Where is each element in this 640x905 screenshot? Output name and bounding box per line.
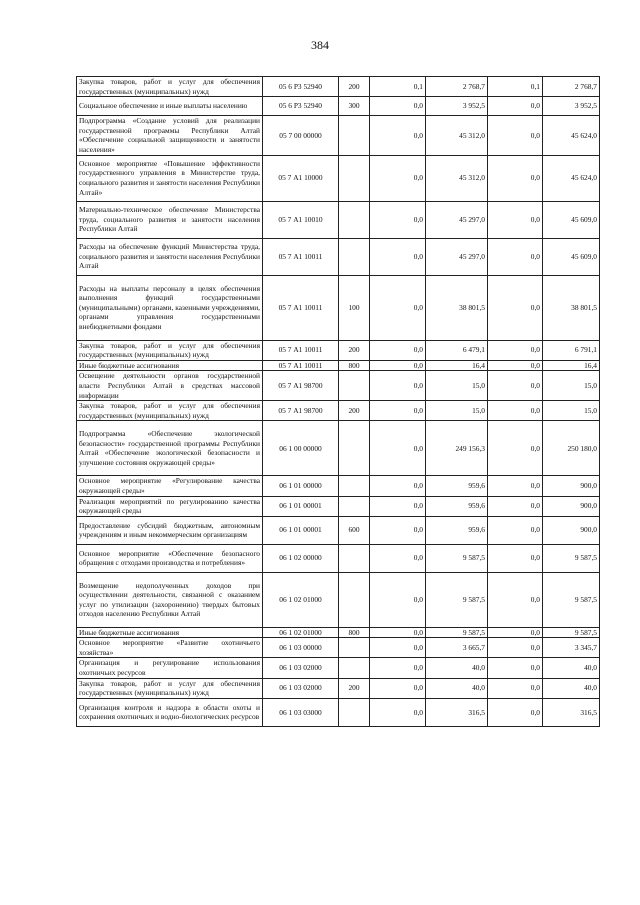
cell-name: Закупка товаров, работ и услуг для обеспечения государственных (муниципальных) нужд xyxy=(77,401,263,421)
cell-b: 3 952,5 xyxy=(426,97,488,116)
cell-a: 0,0 xyxy=(370,638,426,658)
table-row xyxy=(77,97,600,116)
cell-b: 38 801,5 xyxy=(426,275,488,340)
cell-name: Подпрограмма «Создание условий для реализации государственной программы Республики Алтай «Обеспечение социальной защищенности и занятости населения» xyxy=(77,116,263,155)
cell-b: 40,0 xyxy=(426,678,488,698)
cell-a: 0,0 xyxy=(370,97,426,116)
cell-b: 959,6 xyxy=(426,476,488,496)
cell-name: Реализация мероприятий по регулированию качества окружающей среды xyxy=(77,496,263,516)
cell-name: Организация и регулирование использования охотничьих ресурсов xyxy=(77,658,263,678)
table-row xyxy=(77,340,600,360)
cell-name: Подпрограмма «Обеспечение экологической безопасности» государственной программы Республики Алтай «Обеспечение экологической безопасности и улучшение состояния окружающей среды» xyxy=(77,421,263,476)
cell-name: Иные бюджетные ассигнования xyxy=(77,360,263,371)
cell-vr: 200 xyxy=(339,678,370,698)
table-row xyxy=(77,516,600,544)
cell-name: Закупка товаров, работ и услуг для обеспечения государственных (муниципальных) нужд xyxy=(77,340,263,360)
cell-a: 0,0 xyxy=(370,516,426,544)
table-row xyxy=(77,371,600,401)
cell-vr xyxy=(339,496,370,516)
cell-name: Иные бюджетные ассигнования xyxy=(77,627,263,638)
cell-a: 0,0 xyxy=(370,238,426,275)
cell-d: 900,0 xyxy=(543,516,600,544)
cell-vr xyxy=(339,421,370,476)
cell-b: 9 587,5 xyxy=(426,544,488,572)
table-row xyxy=(77,678,600,698)
cell-vr xyxy=(339,544,370,572)
cell-c: 0,0 xyxy=(488,97,543,116)
cell-a: 0,0 xyxy=(370,155,426,201)
cell-vr xyxy=(339,698,370,726)
cell-a: 0,1 xyxy=(370,77,426,97)
cell-c: 0,0 xyxy=(488,572,543,627)
table-row xyxy=(77,638,600,658)
cell-name: Расходы на выплаты персоналу в целях обеспечения выполнения функций государственными (муниципальными) органами, казенными учреждениями, органами управления государственными внебюджетными фондами xyxy=(77,275,263,340)
cell-c: 0,0 xyxy=(488,678,543,698)
cell-c: 0,0 xyxy=(488,340,543,360)
cell-name: Закупка товаров, работ и услуг для обеспечения государственных (муниципальных) нужд xyxy=(77,678,263,698)
table-row xyxy=(77,627,600,638)
cell-c: 0,0 xyxy=(488,638,543,658)
cell-d: 9 587,5 xyxy=(543,572,600,627)
table-row xyxy=(77,421,600,476)
cell-name: Основное мероприятие «Повышение эффективности государственного управления в Министерстве труда, социального развития и занятости населения Республики Алтай» xyxy=(77,155,263,201)
cell-b: 15,0 xyxy=(426,371,488,401)
cell-c: 0,0 xyxy=(488,516,543,544)
cell-code: 05 6 P3 52940 xyxy=(263,77,339,97)
cell-a: 0,0 xyxy=(370,658,426,678)
cell-d: 45 624,0 xyxy=(543,155,600,201)
table-row xyxy=(77,496,600,516)
cell-d: 40,0 xyxy=(543,658,600,678)
cell-b: 45 297,0 xyxy=(426,238,488,275)
cell-code: 06 1 01 00000 xyxy=(263,476,339,496)
cell-code: 06 1 02 01000 xyxy=(263,627,339,638)
cell-d: 900,0 xyxy=(543,476,600,496)
cell-code: 06 1 02 00000 xyxy=(263,544,339,572)
cell-code: 05 7 А1 10011 xyxy=(263,238,339,275)
cell-c: 0,0 xyxy=(488,201,543,238)
cell-vr: 300 xyxy=(339,97,370,116)
cell-b: 45 312,0 xyxy=(426,116,488,155)
cell-code: 06 1 00 00000 xyxy=(263,421,339,476)
cell-c: 0,0 xyxy=(488,155,543,201)
cell-vr xyxy=(339,238,370,275)
cell-d: 45 609,0 xyxy=(543,201,600,238)
cell-vr: 800 xyxy=(339,360,370,371)
cell-code: 06 1 03 03000 xyxy=(263,698,339,726)
table-row xyxy=(77,401,600,421)
cell-d: 15,0 xyxy=(543,371,600,401)
cell-b: 316,5 xyxy=(426,698,488,726)
cell-d: 3 345,7 xyxy=(543,638,600,658)
table-row xyxy=(77,544,600,572)
cell-code: 05 6 P3 52940 xyxy=(263,97,339,116)
cell-b: 959,6 xyxy=(426,516,488,544)
cell-vr: 800 xyxy=(339,627,370,638)
cell-vr: 200 xyxy=(339,77,370,97)
cell-code: 05 7 А1 98700 xyxy=(263,371,339,401)
cell-name: Закупка товаров, работ и услуг для обеспечения государственных (муниципальных) нужд xyxy=(77,77,263,97)
cell-d: 9 587,5 xyxy=(543,544,600,572)
cell-code: 06 1 01 00001 xyxy=(263,496,339,516)
cell-b: 959,6 xyxy=(426,496,488,516)
table-row xyxy=(77,658,600,678)
cell-b: 3 665,7 xyxy=(426,638,488,658)
cell-d: 900,0 xyxy=(543,496,600,516)
cell-a: 0,0 xyxy=(370,572,426,627)
table-row xyxy=(77,77,600,97)
cell-d: 16,4 xyxy=(543,360,600,371)
cell-c: 0,0 xyxy=(488,476,543,496)
cell-c: 0,0 xyxy=(488,360,543,371)
table-row xyxy=(77,155,600,201)
cell-code: 06 1 03 00000 xyxy=(263,638,339,658)
cell-b: 9 587,5 xyxy=(426,572,488,627)
cell-b: 2 768,7 xyxy=(426,77,488,97)
cell-c: 0,0 xyxy=(488,275,543,340)
cell-vr: 200 xyxy=(339,401,370,421)
cell-b: 45 312,0 xyxy=(426,155,488,201)
cell-d: 38 801,5 xyxy=(543,275,600,340)
page-number: 384 xyxy=(311,38,329,52)
cell-vr: 100 xyxy=(339,275,370,340)
cell-code: 05 7 А1 10011 xyxy=(263,340,339,360)
cell-b: 9 587,5 xyxy=(426,627,488,638)
cell-code: 05 7 А1 10011 xyxy=(263,275,339,340)
table-row xyxy=(77,116,600,155)
cell-a: 0,0 xyxy=(370,678,426,698)
cell-d: 40,0 xyxy=(543,678,600,698)
cell-b: 6 479,1 xyxy=(426,340,488,360)
table-row xyxy=(77,201,600,238)
cell-vr xyxy=(339,155,370,201)
cell-code: 05 7 А1 98700 xyxy=(263,401,339,421)
cell-name: Возмещение недополученных доходов при осуществлении деятельности, связанной с оказанием услуг по утилизации (захоронению) твердых бытовых отходов населению Республики Алтай xyxy=(77,572,263,627)
cell-c: 0,0 xyxy=(488,698,543,726)
cell-d: 15,0 xyxy=(543,401,600,421)
cell-a: 0,0 xyxy=(370,496,426,516)
cell-d: 9 587,5 xyxy=(543,627,600,638)
cell-vr xyxy=(339,638,370,658)
cell-c: 0,0 xyxy=(488,401,543,421)
cell-a: 0,0 xyxy=(370,544,426,572)
cell-d: 316,5 xyxy=(543,698,600,726)
cell-c: 0,1 xyxy=(488,77,543,97)
table-row xyxy=(77,275,600,340)
cell-c: 0,0 xyxy=(488,496,543,516)
cell-a: 0,0 xyxy=(370,476,426,496)
cell-name: Расходы на обеспечение функций Министерства труда, социального развития и занятости населения Республики Алтай xyxy=(77,238,263,275)
cell-c: 0,0 xyxy=(488,116,543,155)
cell-vr: 600 xyxy=(339,516,370,544)
cell-vr xyxy=(339,201,370,238)
cell-name: Предоставление субсидий бюджетным, автономным учреждениям и иным некоммерческим организациям xyxy=(77,516,263,544)
cell-name: Основное мероприятие «Регулирование качества окружающей среды» xyxy=(77,476,263,496)
cell-a: 0,0 xyxy=(370,340,426,360)
cell-name: Материально-техническое обеспечение Министерства труда, социального развития и занятости населения Республики Алтай xyxy=(77,201,263,238)
cell-c: 0,0 xyxy=(488,238,543,275)
cell-name: Освещение деятельности органов государственной власти Республики Алтай в средствах массовой информации xyxy=(77,371,263,401)
cell-a: 0,0 xyxy=(370,421,426,476)
cell-a: 0,0 xyxy=(370,201,426,238)
cell-vr xyxy=(339,116,370,155)
cell-vr xyxy=(339,658,370,678)
cell-c: 0,0 xyxy=(488,421,543,476)
table-row xyxy=(77,698,600,726)
cell-name: Основное мероприятие «Обеспечение безопасного обращения с отходами производства и потребления» xyxy=(77,544,263,572)
cell-b: 40,0 xyxy=(426,658,488,678)
cell-b: 249 156,3 xyxy=(426,421,488,476)
cell-a: 0,0 xyxy=(370,627,426,638)
cell-code: 05 7 А1 10000 xyxy=(263,155,339,201)
cell-a: 0,0 xyxy=(370,698,426,726)
cell-a: 0,0 xyxy=(370,360,426,371)
cell-b: 15,0 xyxy=(426,401,488,421)
cell-a: 0,0 xyxy=(370,401,426,421)
cell-c: 0,0 xyxy=(488,371,543,401)
cell-vr xyxy=(339,476,370,496)
cell-d: 45 609,0 xyxy=(543,238,600,275)
cell-vr: 200 xyxy=(339,340,370,360)
cell-vr xyxy=(339,371,370,401)
cell-c: 0,0 xyxy=(488,544,543,572)
cell-code: 06 1 02 01000 xyxy=(263,572,339,627)
cell-b: 45 297,0 xyxy=(426,201,488,238)
cell-c: 0,0 xyxy=(488,658,543,678)
cell-code: 05 7 А1 10010 xyxy=(263,201,339,238)
cell-name: Организация контроля и надзора в области охоты и сохранения охотничьих и водно-биологических ресурсов xyxy=(77,698,263,726)
cell-d: 6 791,1 xyxy=(543,340,600,360)
budget-table xyxy=(76,76,600,727)
table-row xyxy=(77,572,600,627)
cell-vr xyxy=(339,572,370,627)
cell-d: 3 952,5 xyxy=(543,97,600,116)
cell-a: 0,0 xyxy=(370,116,426,155)
table-row xyxy=(77,476,600,496)
cell-b: 16,4 xyxy=(426,360,488,371)
cell-code: 06 1 03 02000 xyxy=(263,678,339,698)
cell-code: 06 1 03 02000 xyxy=(263,658,339,678)
table-row xyxy=(77,238,600,275)
cell-name: Социальное обеспечение и иные выплаты населению xyxy=(77,97,263,116)
cell-a: 0,0 xyxy=(370,275,426,340)
cell-code: 05 7 А1 10011 xyxy=(263,360,339,371)
cell-name: Основное мероприятие «Развитие охотничьего хозяйства» xyxy=(77,638,263,658)
cell-d: 2 768,7 xyxy=(543,77,600,97)
cell-code: 06 1 01 00001 xyxy=(263,516,339,544)
cell-a: 0,0 xyxy=(370,371,426,401)
cell-d: 45 624,0 xyxy=(543,116,600,155)
cell-d: 250 180,0 xyxy=(543,421,600,476)
table-row xyxy=(77,360,600,371)
cell-code: 05 7 00 00000 xyxy=(263,116,339,155)
cell-c: 0,0 xyxy=(488,627,543,638)
